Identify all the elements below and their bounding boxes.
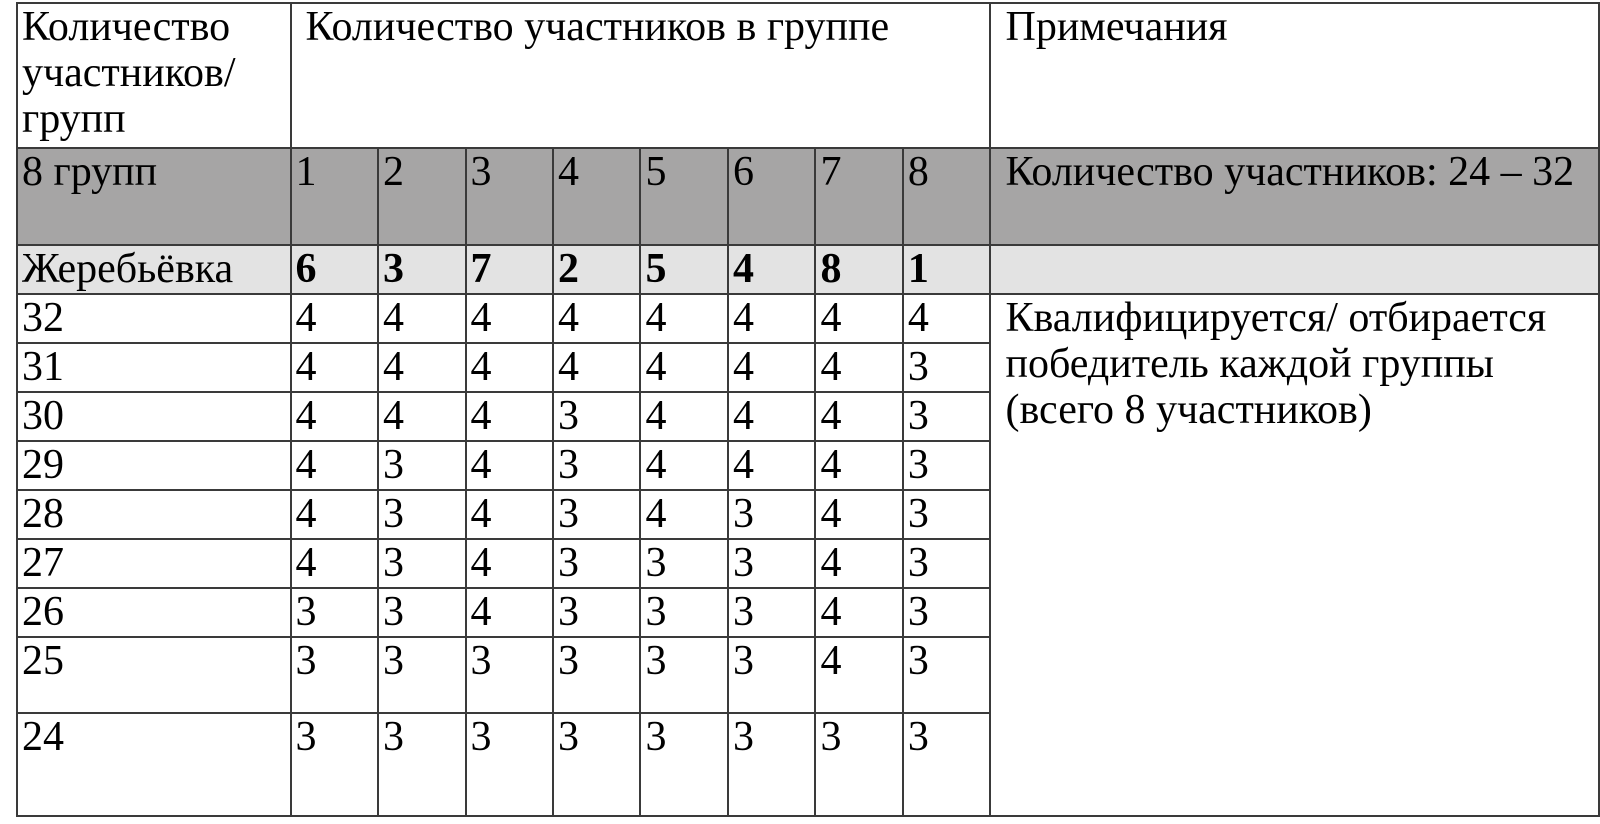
participant-count-cell: 32 bbox=[17, 294, 291, 343]
group-size-cell: 3 bbox=[378, 539, 465, 588]
group-size-cell: 3 bbox=[728, 539, 815, 588]
group-size-cell: 4 bbox=[903, 294, 991, 343]
group-row-note: Количество участников: 24 – 32 bbox=[990, 148, 1599, 245]
group-size-cell: 3 bbox=[728, 588, 815, 637]
group-size-cell: 4 bbox=[466, 539, 553, 588]
participants-table bbox=[16, 2, 1600, 817]
group-size-cell: 3 bbox=[903, 441, 991, 490]
participant-count-cell: 26 bbox=[17, 588, 291, 637]
group-size-cell: 3 bbox=[640, 637, 727, 713]
group-size-cell: 3 bbox=[728, 713, 815, 816]
group-number-7: 7 bbox=[815, 148, 902, 245]
group-size-cell: 4 bbox=[640, 343, 727, 392]
draw-row-label: Жеребьёвка bbox=[17, 245, 291, 294]
group-size-cell: 3 bbox=[466, 637, 553, 713]
group-size-cell: 4 bbox=[640, 441, 727, 490]
participant-count-cell: 28 bbox=[17, 490, 291, 539]
group-size-cell: 4 bbox=[815, 343, 902, 392]
group-size-cell: 4 bbox=[553, 343, 640, 392]
participant-count-cell: 27 bbox=[17, 539, 291, 588]
participant-count-cell: 31 bbox=[17, 343, 291, 392]
participant-count-cell: 24 bbox=[17, 713, 291, 816]
header-notes: Примечания bbox=[990, 3, 1599, 148]
draw-value: 6 bbox=[291, 245, 378, 294]
group-size-cell: 4 bbox=[291, 539, 378, 588]
draw-row bbox=[17, 245, 1599, 294]
group-size-cell: 4 bbox=[815, 539, 902, 588]
group-size-cell: 3 bbox=[378, 490, 465, 539]
group-number-5: 5 bbox=[640, 148, 727, 245]
group-size-cell: 3 bbox=[378, 713, 465, 816]
group-size-cell: 3 bbox=[728, 490, 815, 539]
group-size-cell: 3 bbox=[903, 713, 991, 816]
participant-count-cell: 30 bbox=[17, 392, 291, 441]
group-size-cell: 3 bbox=[378, 637, 465, 713]
group-number-1: 1 bbox=[291, 148, 378, 245]
group-size-cell: 4 bbox=[291, 490, 378, 539]
group-size-cell: 4 bbox=[466, 441, 553, 490]
table-row bbox=[17, 294, 1599, 343]
group-size-cell: 4 bbox=[815, 294, 902, 343]
group-size-cell: 4 bbox=[728, 343, 815, 392]
group-size-cell: 3 bbox=[291, 637, 378, 713]
group-number-3: 3 bbox=[466, 148, 553, 245]
group-size-cell: 4 bbox=[466, 392, 553, 441]
group-size-cell: 3 bbox=[815, 713, 902, 816]
group-number-4: 4 bbox=[553, 148, 640, 245]
group-size-cell: 3 bbox=[903, 343, 991, 392]
draw-value: 8 bbox=[815, 245, 902, 294]
group-size-cell: 3 bbox=[903, 490, 991, 539]
group-size-cell: 4 bbox=[553, 294, 640, 343]
group-size-cell: 3 bbox=[640, 588, 727, 637]
group-size-cell: 3 bbox=[903, 588, 991, 637]
group-size-cell: 3 bbox=[466, 713, 553, 816]
header-participants-per-group: Количество участников в группе bbox=[291, 3, 991, 148]
group-size-cell: 3 bbox=[640, 713, 727, 816]
group-row-label: 8 групп bbox=[17, 148, 291, 245]
group-size-cell: 3 bbox=[728, 637, 815, 713]
group-size-cell: 3 bbox=[378, 588, 465, 637]
group-size-cell: 4 bbox=[728, 392, 815, 441]
group-size-cell: 3 bbox=[553, 392, 640, 441]
group-size-cell: 3 bbox=[903, 392, 991, 441]
group-size-cell: 4 bbox=[640, 490, 727, 539]
group-size-cell: 4 bbox=[466, 294, 553, 343]
group-size-cell: 3 bbox=[553, 490, 640, 539]
group-size-cell: 4 bbox=[815, 441, 902, 490]
group-size-cell: 4 bbox=[291, 392, 378, 441]
qualification-note: Квалифицируется/ отбирается победитель каждой группы (всего 8 участников) bbox=[990, 294, 1599, 816]
group-size-cell: 4 bbox=[640, 392, 727, 441]
participant-count-cell: 25 bbox=[17, 637, 291, 713]
group-size-cell: 4 bbox=[466, 588, 553, 637]
draw-value: 2 bbox=[553, 245, 640, 294]
group-number-8: 8 bbox=[903, 148, 991, 245]
group-size-cell: 3 bbox=[903, 539, 991, 588]
group-size-cell: 4 bbox=[815, 392, 902, 441]
group-size-cell: 4 bbox=[378, 392, 465, 441]
draw-value: 4 bbox=[728, 245, 815, 294]
group-size-cell: 4 bbox=[378, 343, 465, 392]
group-size-cell: 4 bbox=[728, 441, 815, 490]
group-number-row bbox=[17, 148, 1599, 245]
group-size-cell: 4 bbox=[466, 343, 553, 392]
group-size-cell: 3 bbox=[903, 637, 991, 713]
group-size-cell: 3 bbox=[553, 637, 640, 713]
group-number-6: 6 bbox=[728, 148, 815, 245]
draw-value: 3 bbox=[378, 245, 465, 294]
group-size-cell: 4 bbox=[291, 441, 378, 490]
group-size-cell: 4 bbox=[291, 343, 378, 392]
group-size-cell: 3 bbox=[553, 713, 640, 816]
group-size-cell: 4 bbox=[640, 294, 727, 343]
group-size-cell: 3 bbox=[291, 713, 378, 816]
group-size-cell: 4 bbox=[815, 637, 902, 713]
group-number-2: 2 bbox=[378, 148, 465, 245]
draw-value: 5 bbox=[640, 245, 727, 294]
draw-value: 1 bbox=[903, 245, 991, 294]
group-size-cell: 4 bbox=[815, 490, 902, 539]
group-size-cell: 3 bbox=[553, 588, 640, 637]
group-size-cell: 3 bbox=[291, 588, 378, 637]
header-count-groups: Количество участников/ групп bbox=[17, 3, 291, 148]
group-size-cell: 3 bbox=[640, 539, 727, 588]
group-size-cell: 3 bbox=[378, 441, 465, 490]
group-size-cell: 4 bbox=[291, 294, 378, 343]
group-size-cell: 4 bbox=[728, 294, 815, 343]
draw-row-note-empty bbox=[990, 245, 1599, 294]
draw-value: 7 bbox=[466, 245, 553, 294]
group-size-cell: 4 bbox=[378, 294, 465, 343]
group-size-cell: 4 bbox=[466, 490, 553, 539]
group-size-cell: 3 bbox=[553, 539, 640, 588]
group-size-cell: 4 bbox=[815, 588, 902, 637]
group-size-cell: 3 bbox=[553, 441, 640, 490]
participant-count-cell: 29 bbox=[17, 441, 291, 490]
header-row bbox=[17, 3, 1599, 148]
